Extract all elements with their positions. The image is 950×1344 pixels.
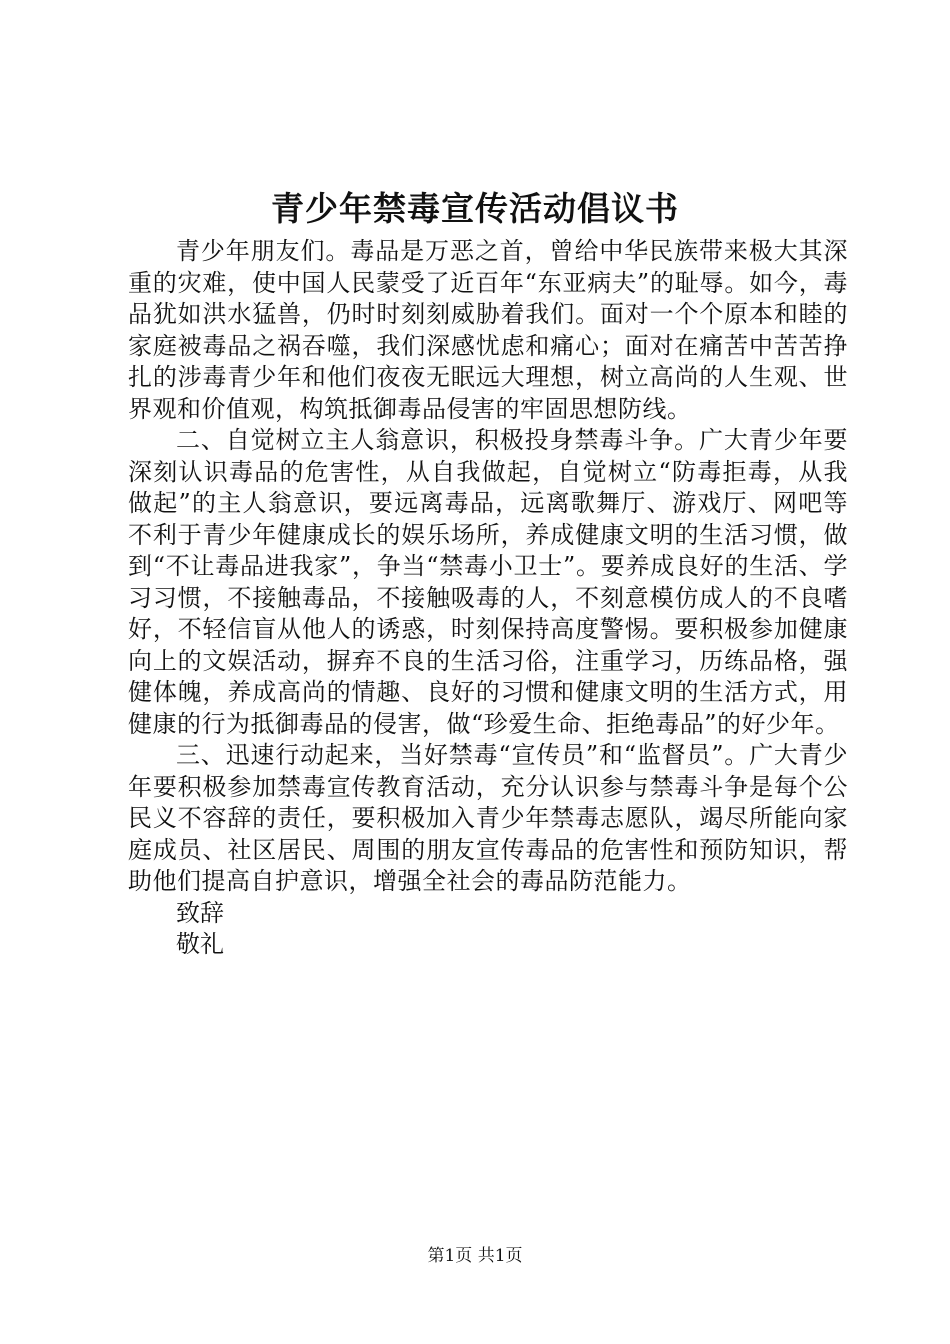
paragraph-1: 青少年朋友们。毒品是万恶之首，曾给中华民族带来极大其深重的灾难，使中国人民蒙受了近百年“东亚病夫”的耻辱。如今，毒品犹如洪水猛兽，仍时时刻刻威胁着我们。面对一个个原本和睦的家庭被毒品之祸吞噬，我们深感忧虑和痛心；面对在痛苦中苦苦挣扎的涉毒青少年和他们夜夜无眠远大理想，树立高尚的人生观、世界观和价值观，构筑抵御毒品侵害的牢固思想防线。 [128,237,848,423]
closing-regards: 敬礼 [176,930,224,958]
closing-salutation: 致辞 [176,898,224,927]
paragraph-3: 三、迅速行动起来，当好禁毒“宣传员”和“监督员”。广大青少年要积极参加禁毒宣传教育活动，充分认识参与禁毒斗争是每个公民义不容辞的责任，要积极加入青少年禁毒志愿队，竭尽所能向家庭成员、社区居民、周围的朋友宣传毒品的危害性和预防知识，帮助他们提高自护意识，增强全社会的毒品防范能力。 [128,741,848,895]
document-body [128,236,848,961]
document-title: 青少年禁毒宣传活动倡议书 [271,189,679,228]
paragraph-2: 二、自觉树立主人翁意识，积极投身禁毒斗争。广大青少年要深刻认识毒品的危害性，从自我做起，自觉树立“防毒拒毒，从我做起”的主人翁意识，要远离毒品，远离歌舞厅、游戏厅、网吧等不利于青少年健康成长的娱乐场所，养成健康文明的生活习惯，做到“不让毒品进我家”，争当“禁毒小卫士”。要养成良好的生活、学习习惯，不接触毒品，不接触吸毒的人，不刻意模仿成人的不良嗜好，不轻信盲从他人的诱惑，时刻保持高度警惕。要积极参加健康向上的文娱活动，摒弃不良的生活习俗，注重学习，历练品格，强健体魄，养成高尚的情趣、良好的习惯和健康文明的生活方式，用健康的行为抵御毒品的侵害，做“珍爱生命、拒绝毒品”的好少年。 [128,426,848,738]
page-footer: 第1页 共1页 [427,1246,523,1266]
